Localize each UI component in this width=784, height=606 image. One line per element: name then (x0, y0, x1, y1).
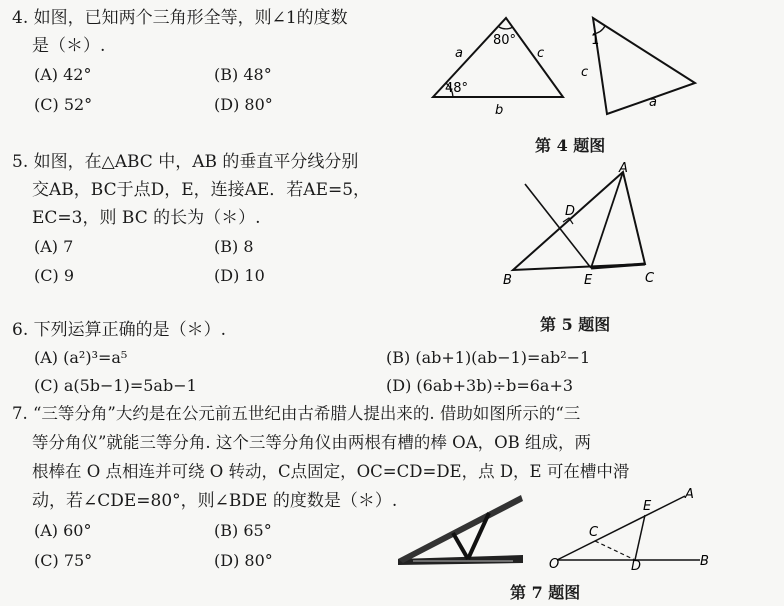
q4-line-2: 是（＊）. (32, 36, 106, 56)
q5-fig-b: B (503, 273, 512, 288)
q4-option-b: (B) 48° (214, 65, 272, 84)
q7-line-1: 7. “三等分角”大约是在公元前五世纪由古希腊人提出来的. 借助如图所示的“三 (12, 404, 581, 423)
q4-option-a: (A) 42° (34, 65, 92, 84)
q5-caption: 第 5 题图 (540, 315, 611, 334)
q6-option-c: (C) a(5b−1)=5ab−1 (34, 376, 197, 395)
q6-option-a: (A) (a²)³=a⁵ (34, 348, 128, 367)
q7-trisector-figure (393, 493, 533, 573)
q7-line-3: 根棒在 O 点相连并可绕 O 转动，C点固定，OC=CD=DE，点 D，E 可在槽中滑 (32, 462, 630, 481)
q5-fig-c: C (645, 271, 655, 286)
q7-fig-c: C (589, 525, 599, 540)
q5-option-b: (B) 8 (214, 237, 254, 256)
q4-fig-left-angle: 48° (445, 81, 469, 96)
q4-fig-side-b: b (495, 103, 504, 118)
q4-fig-side-a2: a (649, 95, 657, 110)
q4-caption: 第 4 题图 (535, 136, 606, 155)
q5-option-a: (A) 7 (34, 237, 74, 256)
q7-line-4: 动，若∠CDE=80°，则∠BDE 的度数是（＊）. (32, 491, 398, 511)
q4-option-c: (C) 52° (34, 95, 93, 114)
q7-option-b: (B) 65° (214, 521, 272, 540)
q4-fig-side-a: a (455, 46, 463, 61)
q7-fig-d: D (631, 559, 642, 570)
q5-line-3: EC=3，则 BC 的长为（＊）. (32, 208, 261, 228)
q7-fig-a: A (685, 488, 694, 502)
q5-line-2: 交AB，BC于点D，E，连接AE．若AE=5， (32, 180, 371, 200)
q7-fig-b: B (700, 554, 709, 569)
q5-option-d: (D) 10 (214, 266, 265, 285)
q5-figure (495, 160, 675, 290)
q4-option-d: (D) 80° (214, 95, 273, 114)
q5-fig-e: E (584, 273, 593, 288)
q7-line-2: 等分角仪”就能三等分角. 这个三等分角仪由两根有槽的棒 OA，OB 组成，两 (32, 433, 592, 452)
q6-line-1: 6. 下列运算正确的是（＊）. (12, 320, 227, 340)
q7-option-c: (C) 75° (34, 551, 93, 570)
q7-option-a: (A) 60° (34, 521, 92, 540)
q7-caption: 第 7 题图 (510, 583, 581, 602)
q5-line-1: 5. 如图，在△ABC 中，AB 的垂直平分线分别 (12, 152, 359, 172)
q4-fig-side-c: c (537, 46, 545, 61)
q7-diagram (545, 488, 715, 570)
q7-fig-o: O (549, 557, 560, 570)
q4-fig-angle-1: 1 (591, 33, 600, 48)
q6-option-b: (B) (ab+1)(ab−1)=ab²−1 (386, 348, 591, 367)
q4-fig-side-c2: c (581, 65, 589, 80)
q5-fig-a: A (619, 161, 628, 176)
q6-option-d: (D) (6ab+3b)÷b=6a+3 (386, 376, 574, 395)
q4-fig-top-angle: 80° (493, 33, 517, 48)
q7-option-d: (D) 80° (214, 551, 273, 570)
q5-option-c: (C) 9 (34, 266, 74, 285)
q4-line-1: 4. 如图，已知两个三角形全等，则∠1的度数 (12, 8, 348, 28)
q4-figure (425, 10, 725, 125)
q5-fig-d: D (565, 204, 576, 219)
q7-fig-e: E (643, 499, 652, 514)
